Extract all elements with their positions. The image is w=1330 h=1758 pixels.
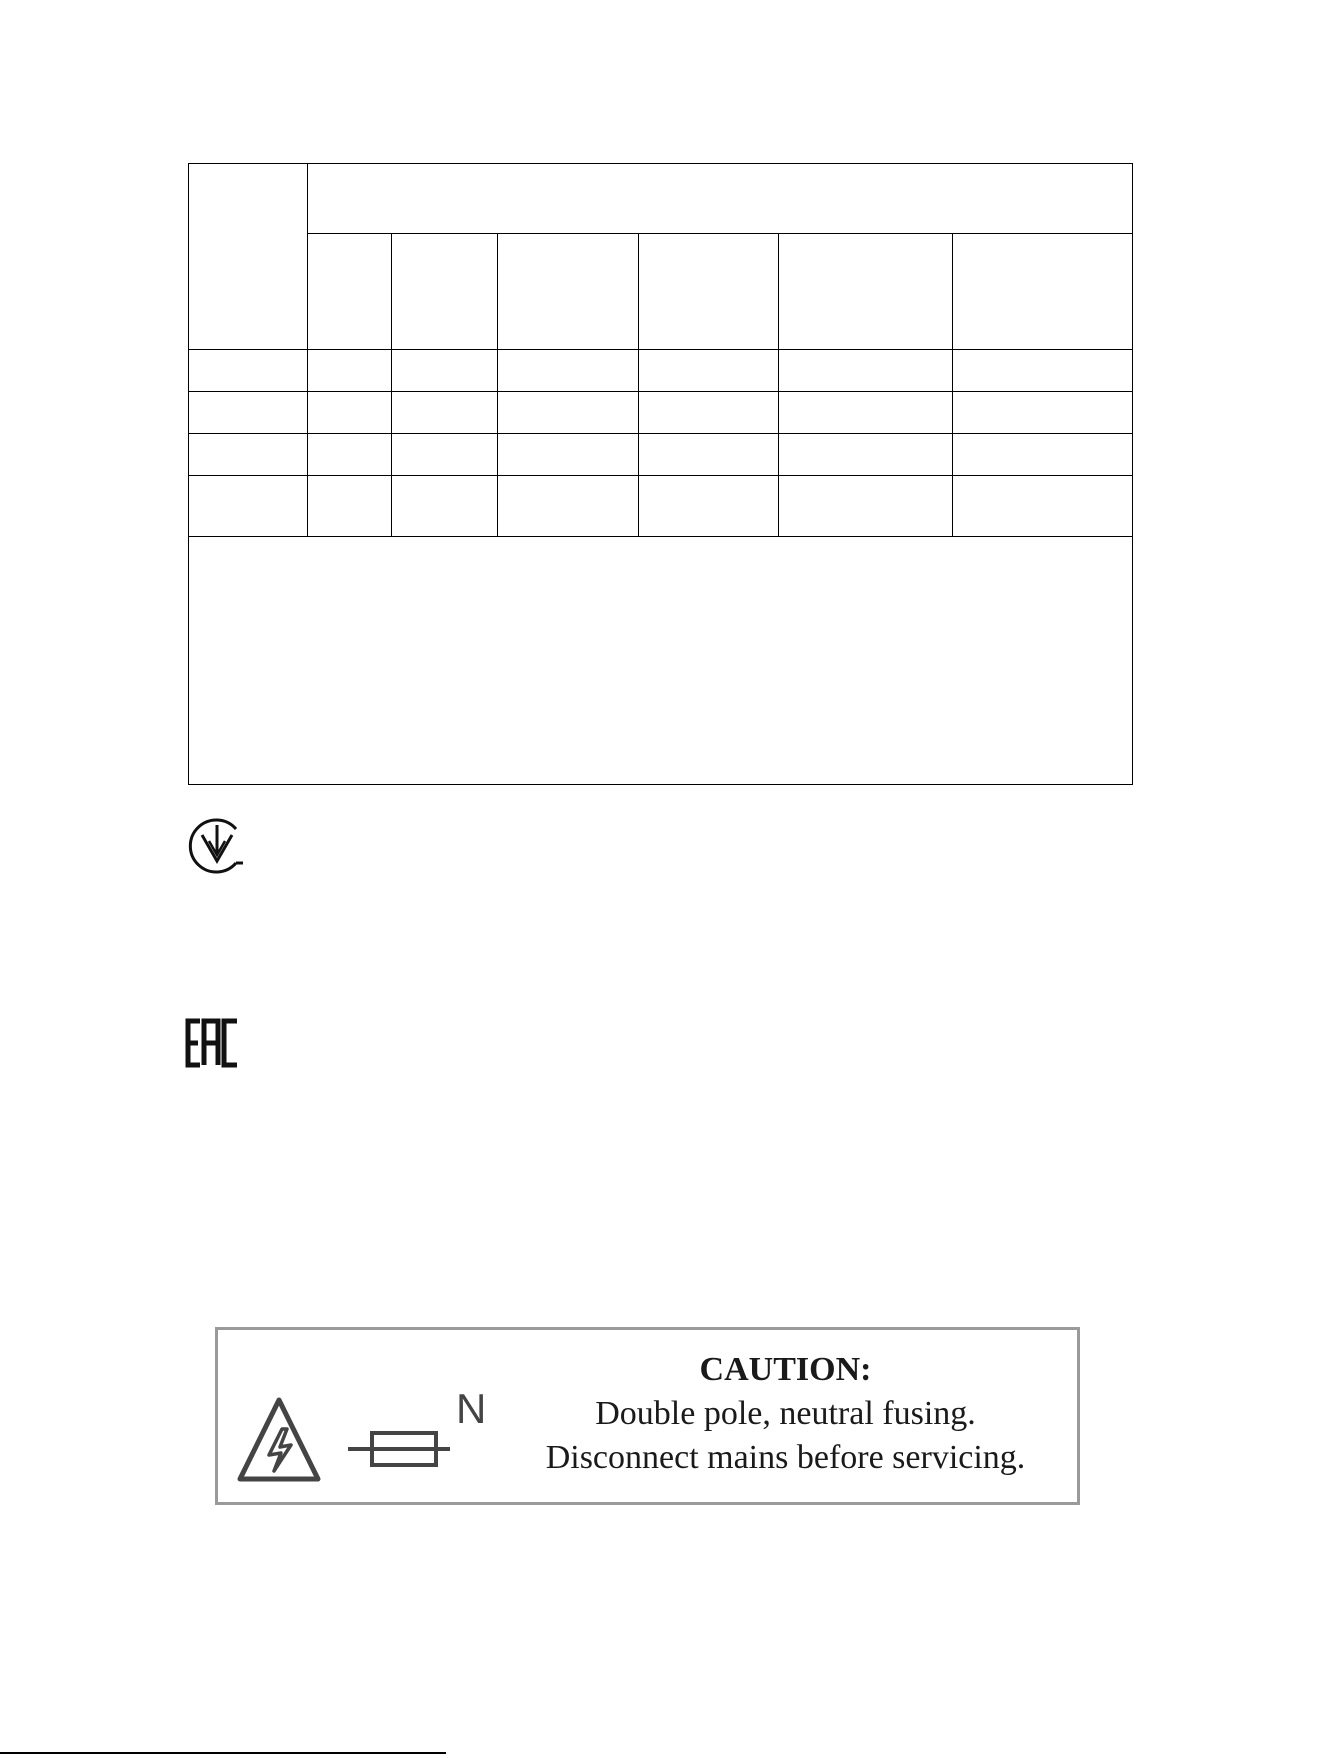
table-cell: [189, 434, 308, 476]
table-cell: [779, 350, 953, 392]
substance-col-header: [498, 234, 639, 350]
table-row: [189, 392, 1133, 434]
caution-title: CAUTION:: [699, 1351, 872, 1388]
table-cell: [189, 476, 308, 537]
footnote-separator: [0, 1752, 446, 1754]
table-cell: [779, 392, 953, 434]
electric-shock-warning-icon: [235, 1395, 323, 1485]
ukraine-mark: [185, 815, 247, 882]
table-cell: [392, 392, 498, 434]
table-cell: [779, 434, 953, 476]
eac-mark: [185, 1018, 241, 1073]
table-cell: [189, 392, 308, 434]
table-cell: [953, 392, 1133, 434]
fuse-icon: [348, 1428, 450, 1470]
substance-col-header: [639, 234, 779, 350]
hazardous-substances-table: [188, 163, 1133, 785]
caution-text-block: [508, 1348, 1063, 1480]
table-cell: [308, 392, 392, 434]
caution-line-2: Disconnect mains before servicing.: [545, 1439, 1026, 1476]
hazardous-substance-header: [308, 164, 1133, 234]
table-cell: [498, 392, 639, 434]
table-cell: [189, 350, 308, 392]
table-cell: [498, 476, 639, 537]
table-cell: [308, 350, 392, 392]
part-name-header: [189, 164, 308, 350]
eac-conformity-icon: [185, 1018, 241, 1068]
substance-col-header: [308, 234, 392, 350]
table-cell: [953, 434, 1133, 476]
table-cell: [639, 434, 779, 476]
table-cell: [392, 434, 498, 476]
table-cell: [392, 476, 498, 537]
table-cell: [392, 350, 498, 392]
table-cell: [498, 350, 639, 392]
table-row: [189, 350, 1133, 392]
caution-label: [215, 1327, 1080, 1505]
neutral-label: N: [456, 1385, 487, 1432]
table-cell: [639, 350, 779, 392]
caution-line-1: Double pole, neutral fusing.: [595, 1395, 976, 1432]
table-cell: [953, 350, 1133, 392]
table-cell: [639, 476, 779, 537]
table-row: [189, 434, 1133, 476]
table-cell: [308, 476, 392, 537]
table-cell: [953, 476, 1133, 537]
substance-col-header: [392, 234, 498, 350]
table-notes: [189, 537, 1133, 785]
table-cell: [639, 392, 779, 434]
table-cell: [779, 476, 953, 537]
substance-col-header: [953, 234, 1133, 350]
ukrsepro-conformity-icon: [185, 815, 247, 877]
table-row: [189, 476, 1133, 537]
table-cell: [308, 434, 392, 476]
substance-col-header: [779, 234, 953, 350]
table-cell: [498, 434, 639, 476]
